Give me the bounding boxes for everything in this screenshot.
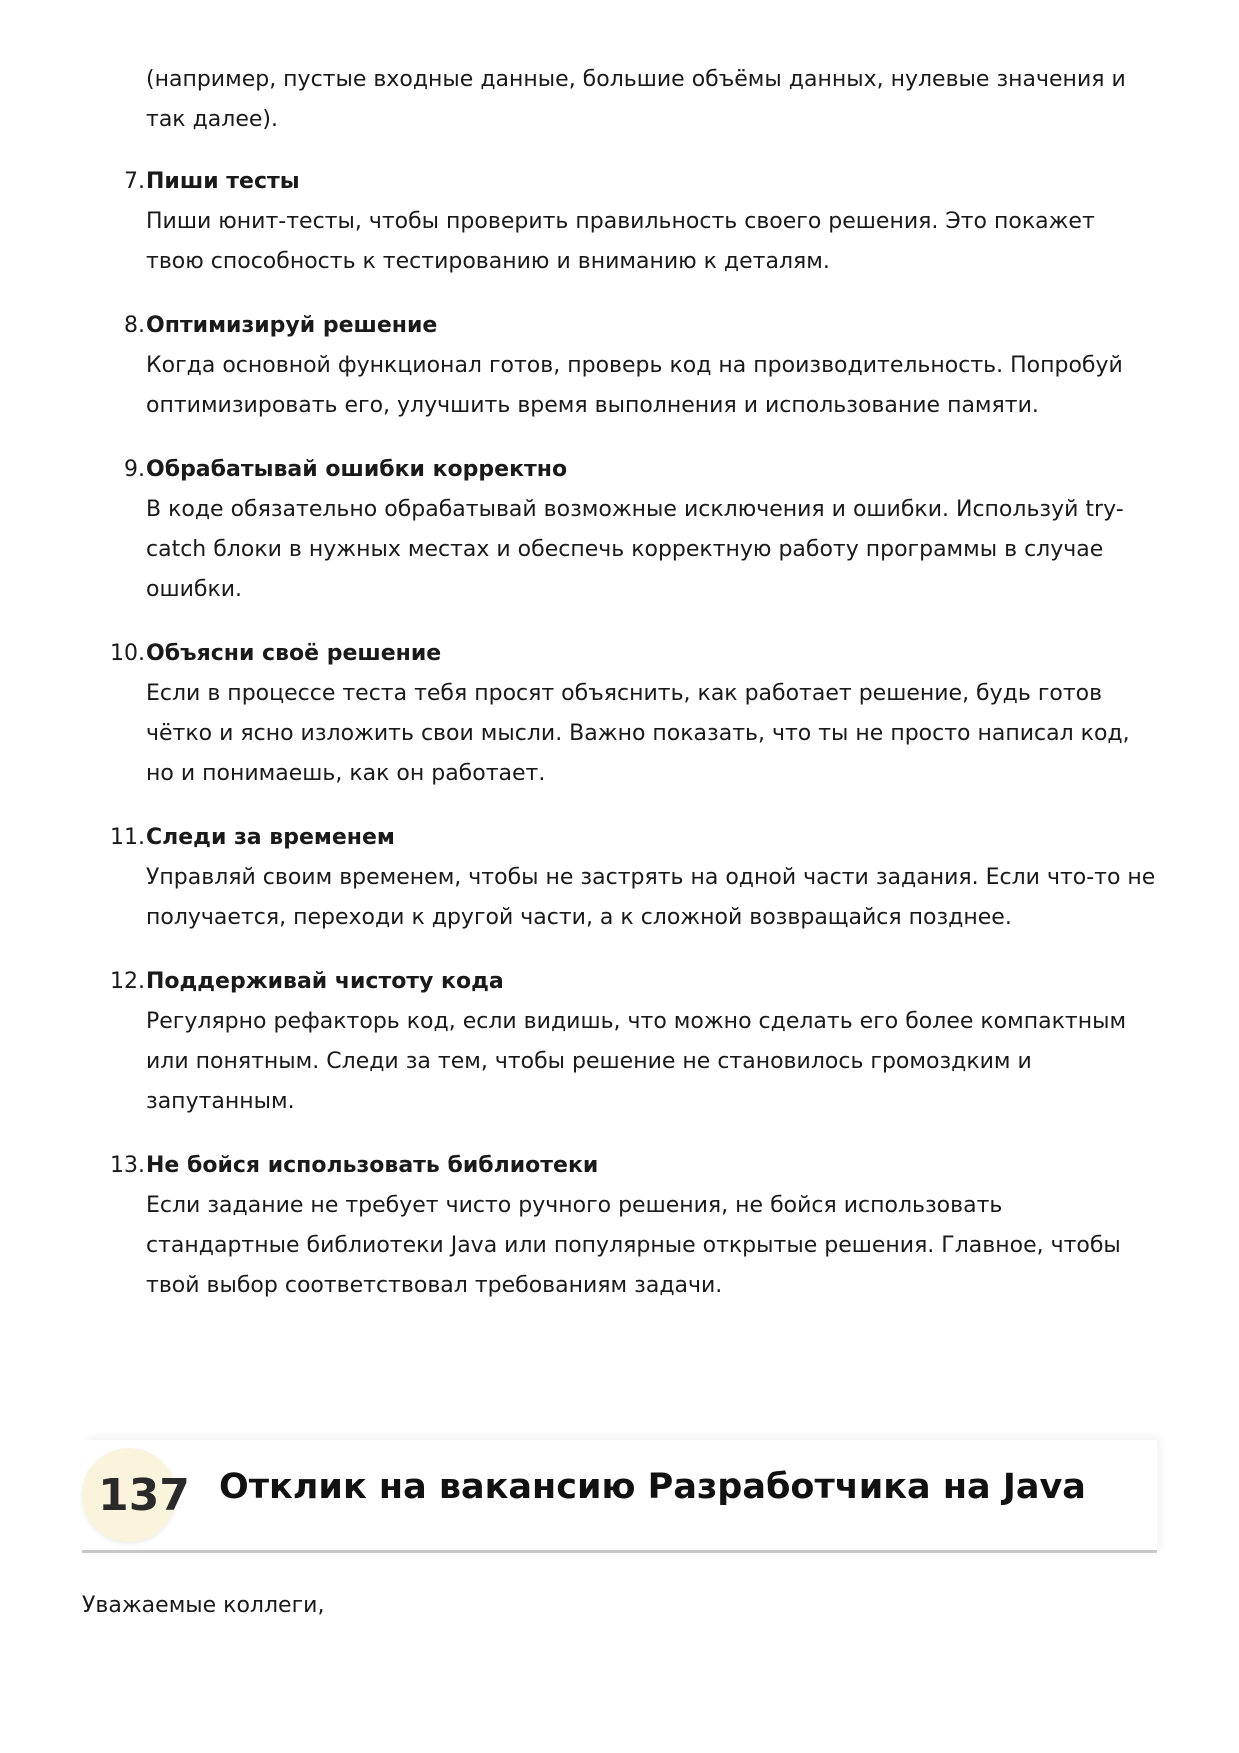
list-item <box>110 962 1156 1122</box>
list-item-text: Управляй своим временем, чтобы не застрять на одной части задания. Если что-то не получается, переходи к другой части, а к сложной возвращайся позднее. <box>146 865 1156 930</box>
chapter-title: Отклик на вакансию Разработчика на Java <box>219 1467 1086 1507</box>
list-item-number: 10. <box>110 641 145 666</box>
list-item-number: 11. <box>110 825 145 850</box>
list-item <box>124 450 1156 610</box>
list-item-title: Не бойся использовать библиотеки <box>146 1153 599 1178</box>
list-item <box>110 818 1156 938</box>
list-item-number: 9. <box>124 457 145 482</box>
chapter-number: 137 <box>98 1469 190 1521</box>
list-item <box>110 634 1156 794</box>
list-item-number: 7. <box>124 169 145 194</box>
list-item-title: Обрабатывай ошибки корректно <box>146 457 568 482</box>
list-item <box>124 162 1156 282</box>
list-item <box>110 1146 1156 1306</box>
list-item-title: Следи за временем <box>146 825 395 850</box>
list-item-text: В коде обязательно обрабатывай возможные исключения и ошибки. Используй try-catch блоки в нужных местах и обеспечь корректную работу программы в случае ошибки. <box>146 497 1124 602</box>
chapter-header <box>82 1440 1157 1553</box>
list-item-number: 13. <box>110 1153 145 1178</box>
tips-list <box>110 162 1156 1330</box>
list-item <box>124 306 1156 426</box>
list-item-text: Когда основной функционал готов, проверь код на производительность. Попробуй оптимизировать его, улучшить время выполнения и использование памяти. <box>146 353 1123 418</box>
list-item-number: 8. <box>124 313 145 338</box>
list-item-number: 12. <box>110 969 145 994</box>
intro-paragraph: (например, пустые входные данные, большие объёмы данных, нулевые значения и так далее). <box>146 67 1126 132</box>
chapter-number-badge <box>82 1448 190 1542</box>
greeting-text: Уважаемые коллеги, <box>82 1593 325 1618</box>
list-item-title: Объясни своё решение <box>146 641 442 666</box>
list-item-title: Поддерживай чистоту кода <box>146 969 504 994</box>
list-item-text: Если в процессе теста тебя просят объяснить, как работает решение, будь готов чётко и ясно изложить свои мысли. Важно показать, что ты не просто написал код, но и понимаешь, как он работает. <box>146 681 1130 786</box>
list-item-title: Пиши тесты <box>146 169 300 194</box>
list-item-text: Если задание не требует чисто ручного решения, не бойся использовать стандартные библиотеки Java или популярные открытые решения. Главное, чтобы твой выбор соответствовал требованиям задачи. <box>146 1193 1121 1298</box>
list-item-text: Пиши юнит-тесты, чтобы проверить правильность своего решения. Это покажет твою способность к тестированию и вниманию к деталям. <box>146 209 1095 274</box>
list-item-text: Регулярно рефакторь код, если видишь, что можно сделать его более компактным или понятным. Следи за тем, чтобы решение не становилось громоздким и запутанным. <box>146 1009 1127 1114</box>
list-item-title: Оптимизируй решение <box>146 313 438 338</box>
